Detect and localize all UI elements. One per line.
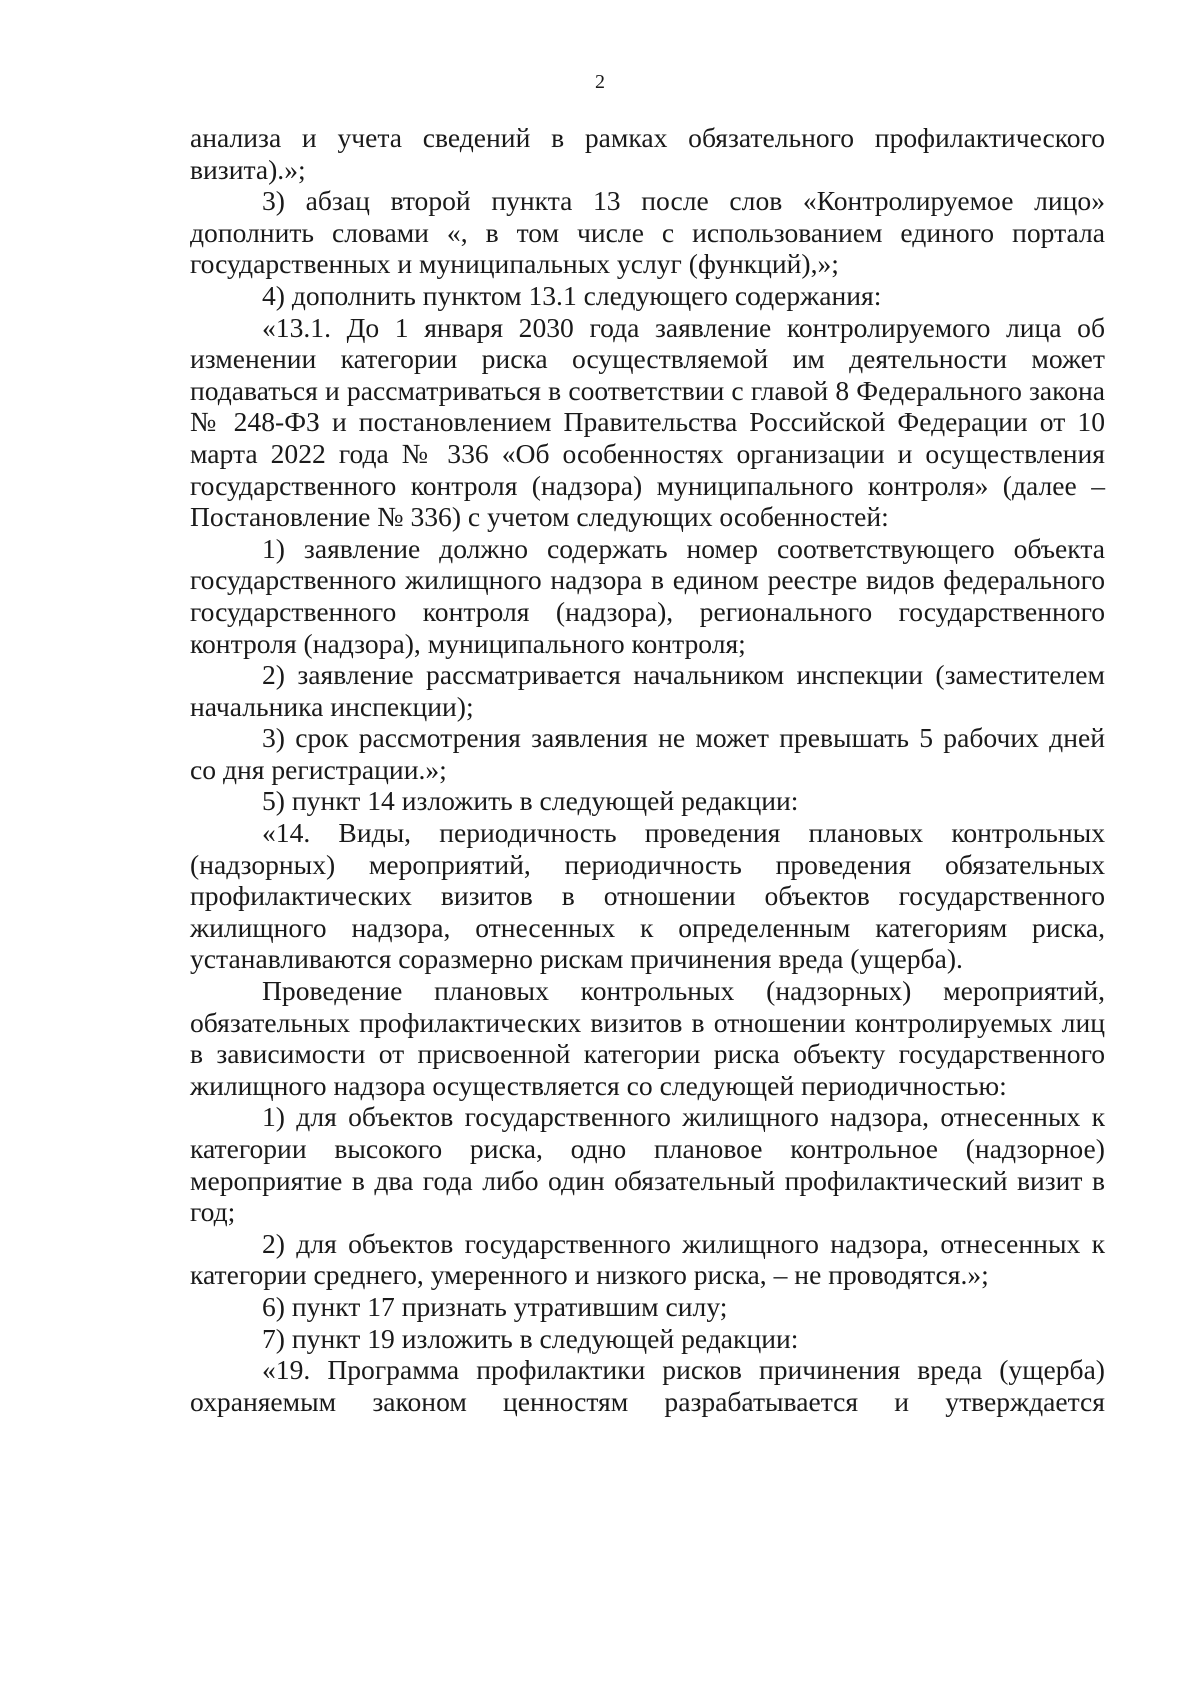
paragraph-subitem-2: 2) заявление рассматривается начальником инспекции (заместителем начальника инспекции); bbox=[190, 659, 1105, 722]
paragraph-subitem-3: 3) срок рассмотрения заявления не может превышать 5 рабочих дней со дня регистрации.»; bbox=[190, 722, 1105, 785]
paragraph-clause-19: «19. Программа профилактики рисков причинения вреда (ущерба) охраняемым законом ценностям разрабатывается и утверждается bbox=[190, 1354, 1105, 1417]
paragraph-other-risk: 2) для объектов государственного жилищного надзора, отнесенных к категории среднего, умеренного и низкого риска, – не проводятся.»; bbox=[190, 1227, 1105, 1291]
paragraph-item-7: 7) пункт 19 изложить в следующей редакции: bbox=[262, 1322, 799, 1354]
paragraph-clause-13-1: «13.1. До 1 января 2030 года заявление контролируемого лица об изменении категории риска осуществляемой им деятельности может подаваться и рассматриваться в соответствии с главой 8 Федерального закона № 248-ФЗ и постановлением Правительства Российской Федерации от 10 марта 2022 года № 336 «Об особенностях организации и осуществления государственного контроля (надзора) муниципального контроля» (далее – Постановление № 336) с учетом следующих особенностей: bbox=[190, 311, 1105, 533]
page-number: 2 bbox=[595, 71, 605, 93]
paragraph-item-3: 3) абзац второй пункта 13 после слов «Контролируемое лицо» дополнить словами «, в том числе с использованием единого портала государственных и муниципальных услуг (функций),»; bbox=[190, 185, 1105, 280]
paragraph-item-6: 6) пункт 17 признать утратившим силу; bbox=[262, 1290, 728, 1322]
paragraph-item-4: 4) дополнить пунктом 13.1 следующего содержания: bbox=[262, 279, 882, 311]
paragraph-clause-14-periodicity: Проведение плановых контрольных (надзорных) мероприятий, обязательных профилактических визитов в отношении контролируемых лиц в зависимости от присвоенной категории риска объекту государственного жилищного надзора осуществляется со следующей периодичностью: bbox=[190, 975, 1105, 1101]
paragraph-high-risk: 1) для объектов государственного жилищного надзора, отнесенных к категории высокого риска, одно плановое контрольное (надзорное) мероприятие в два года либо один обязательный профилактический визит в год; bbox=[190, 1101, 1105, 1228]
paragraph-item-5: 5) пункт 14 изложить в следующей редакции: bbox=[262, 785, 799, 817]
paragraph-clause-14: «14. Виды, периодичность проведения плановых контрольных (надзорных) мероприятий, периодичность проведения обязательных профилактических визитов в отношении объектов государственного жилищного надзора, отнесенных к определенным категориям риска, устанавливаются соразмерно рискам причинения вреда (ущерба). bbox=[190, 817, 1105, 975]
paragraph-continuation: анализа и учета сведений в рамках обязательного профилактического визита).»; bbox=[190, 122, 1105, 185]
paragraph-subitem-1: 1) заявление должно содержать номер соответствующего объекта государственного жилищного надзора в едином реестре видов федерального государственного контроля (надзора), регионального государственного контроля (надзора), муниципального контроля; bbox=[190, 532, 1105, 659]
document-body bbox=[190, 122, 1105, 1417]
